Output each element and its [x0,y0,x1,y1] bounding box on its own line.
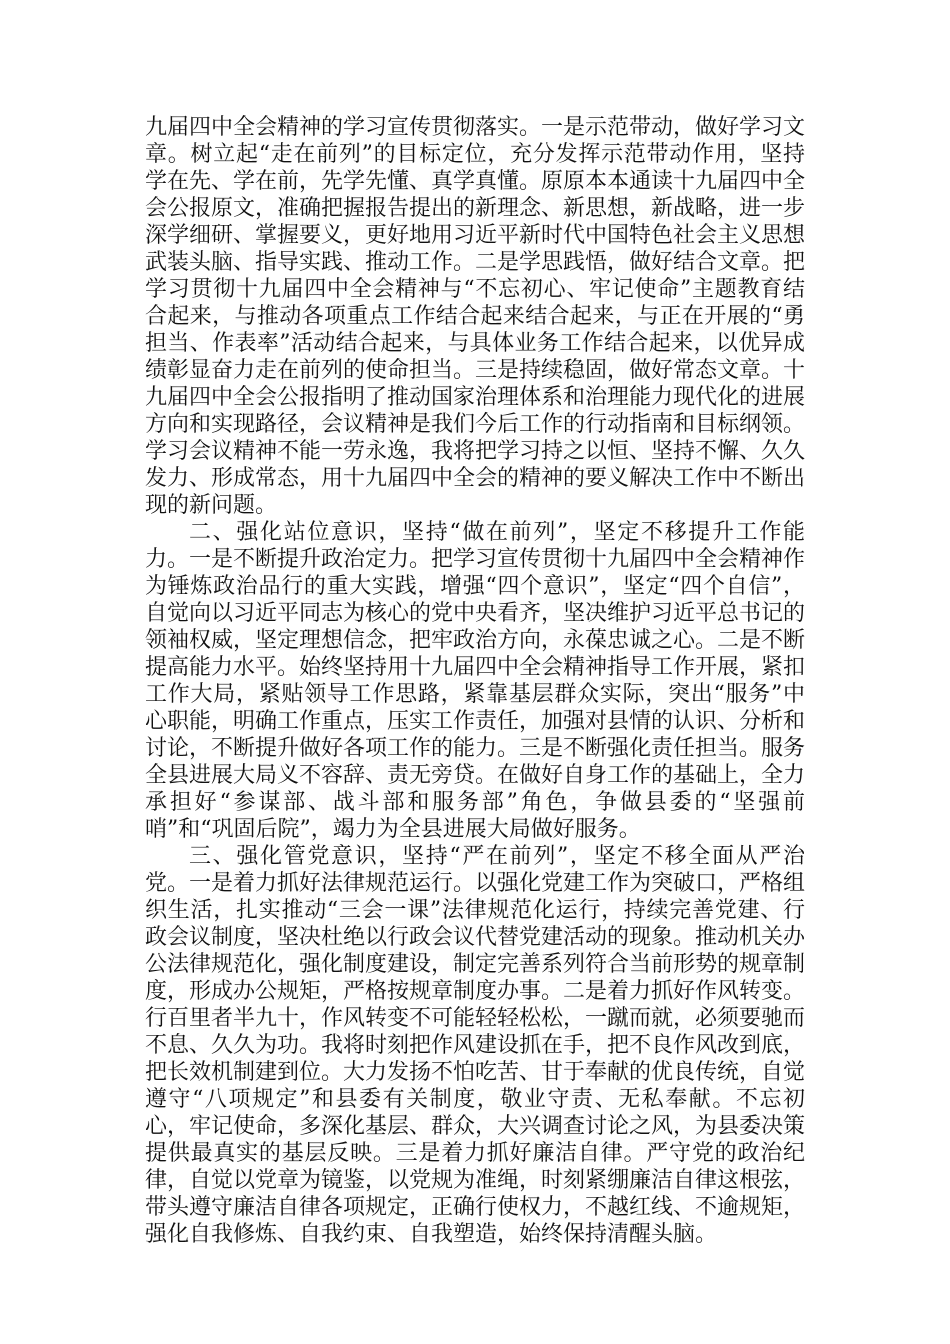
body-paragraph-2: 二、强化站位意识，坚持“做在前列”，坚定不移提升工作能力。一是不断提升政治定力。把学习宣传贯彻十九届四中全会精神作为锤炼政治品行的重大实践，增强“四个意识”，坚定“四个自信”，自觉向以习近平同志为核心的党中央看齐，坚决维护习近平总书记的领袖权威，坚定理想信念，把牢政治方向，永葆忠诚之心。二是不断提高能力水平。始终坚持用十九届四中全会精神指导工作开展，紧扣工作大局，紧贴领导工作思路，紧靠基层群众实际，突出“服务”中心职能，明确工作重点，压实工作责任，加强对县情的认识、分析和讨论，不断提升做好各项工作的能力。三是不断强化责任担当。服务全县进展大局义不容辞、责无旁贷。在做好自身工作的基础上，全力承担好“参谋部、战斗部和服务部”角色，争做县委的“坚强前哨”和“巩固后院”，竭力为全县进展大局做好服务。 [145,520,806,842]
body-paragraph-3: 三、强化管党意识，坚持“严在前列”，坚定不移全面从严治党。一是着力抓好法律规范运行。以强化党建工作为突破口，严格组织生活，扎实推动“三会一课”法律规范化运行，持续完善党建、行政会议制度，坚决杜绝以行政会议代替党建活动的现象。推动机关办公法律规范化，强化制度建设，制定完善系列符合当前形势的规章制度，形成办公规矩，严格按规章制度办事。二是着力抓好作风转变。行百里者半九十，作风转变不可能轻轻松松，一蹴而就，必须要驰而不息、久久为功。我将时刻把作风建设抓在手，把不良作风改到底，把长效机制建到位。大力发扬不怕吃苦、甘于奉献的优良传统，自觉遵守“八项规定”和县委有关制度，敬业守责、无私奉献。不忘初心，牢记使命，多深化基层、群众，大兴调查讨论之风，为县委决策提供最真实的基层反映。三是着力抓好廉洁自律。严守党的政治纪律，自觉以党章为镜鉴，以党规为准绳，时刻紧绷廉洁自律这根弦，带头遵守廉洁自律各项规定，正确行使权力，不越红线、不逾规矩，强化自我修炼、自我约束、自我塑造，始终保持清醒头脑。 [145,844,806,1247]
document-page [145,114,805,1248]
body-paragraph-1: 九届四中全会精神的学习宣传贯彻落实。一是示范带动，做好学习文章。树立起“走在前列”的目标定位，充分发挥示范带动作用，坚持学在先、学在前，先学先懂、真学真懂。原原本本通读十九届四中全会公报原文，准确把握报告提出的新理念、新思想，新战略，进一步深学细研、掌握要义，更好地用习近平新时代中国特色社会主义思想武装头脑、指导实践、推动工作。二是学思践悟，做好结合文章。把学习贯彻十九届四中全会精神与“不忘初心、牢记使命”主题教育结合起来，与推动各项重点工作结合起来结合起来，与正在开展的“勇担当、作表率”活动结合起来，与具体业务工作结合起来，以优异成绩彰显奋力走在前列的使命担当。三是持续稳固，做好常态文章。十九届四中全会公报指明了推动国家治理体系和治理能力现代化的进展方向和实现路径，会议精神是我们今后工作的行动指南和目标纲领。学习会议精神不能一劳永逸，我将把学习持之以恒、坚持不懈、久久发力、形成常态，用十九届四中全会的精神的要义解决工作中不断出现的新问题。 [145,115,806,518]
